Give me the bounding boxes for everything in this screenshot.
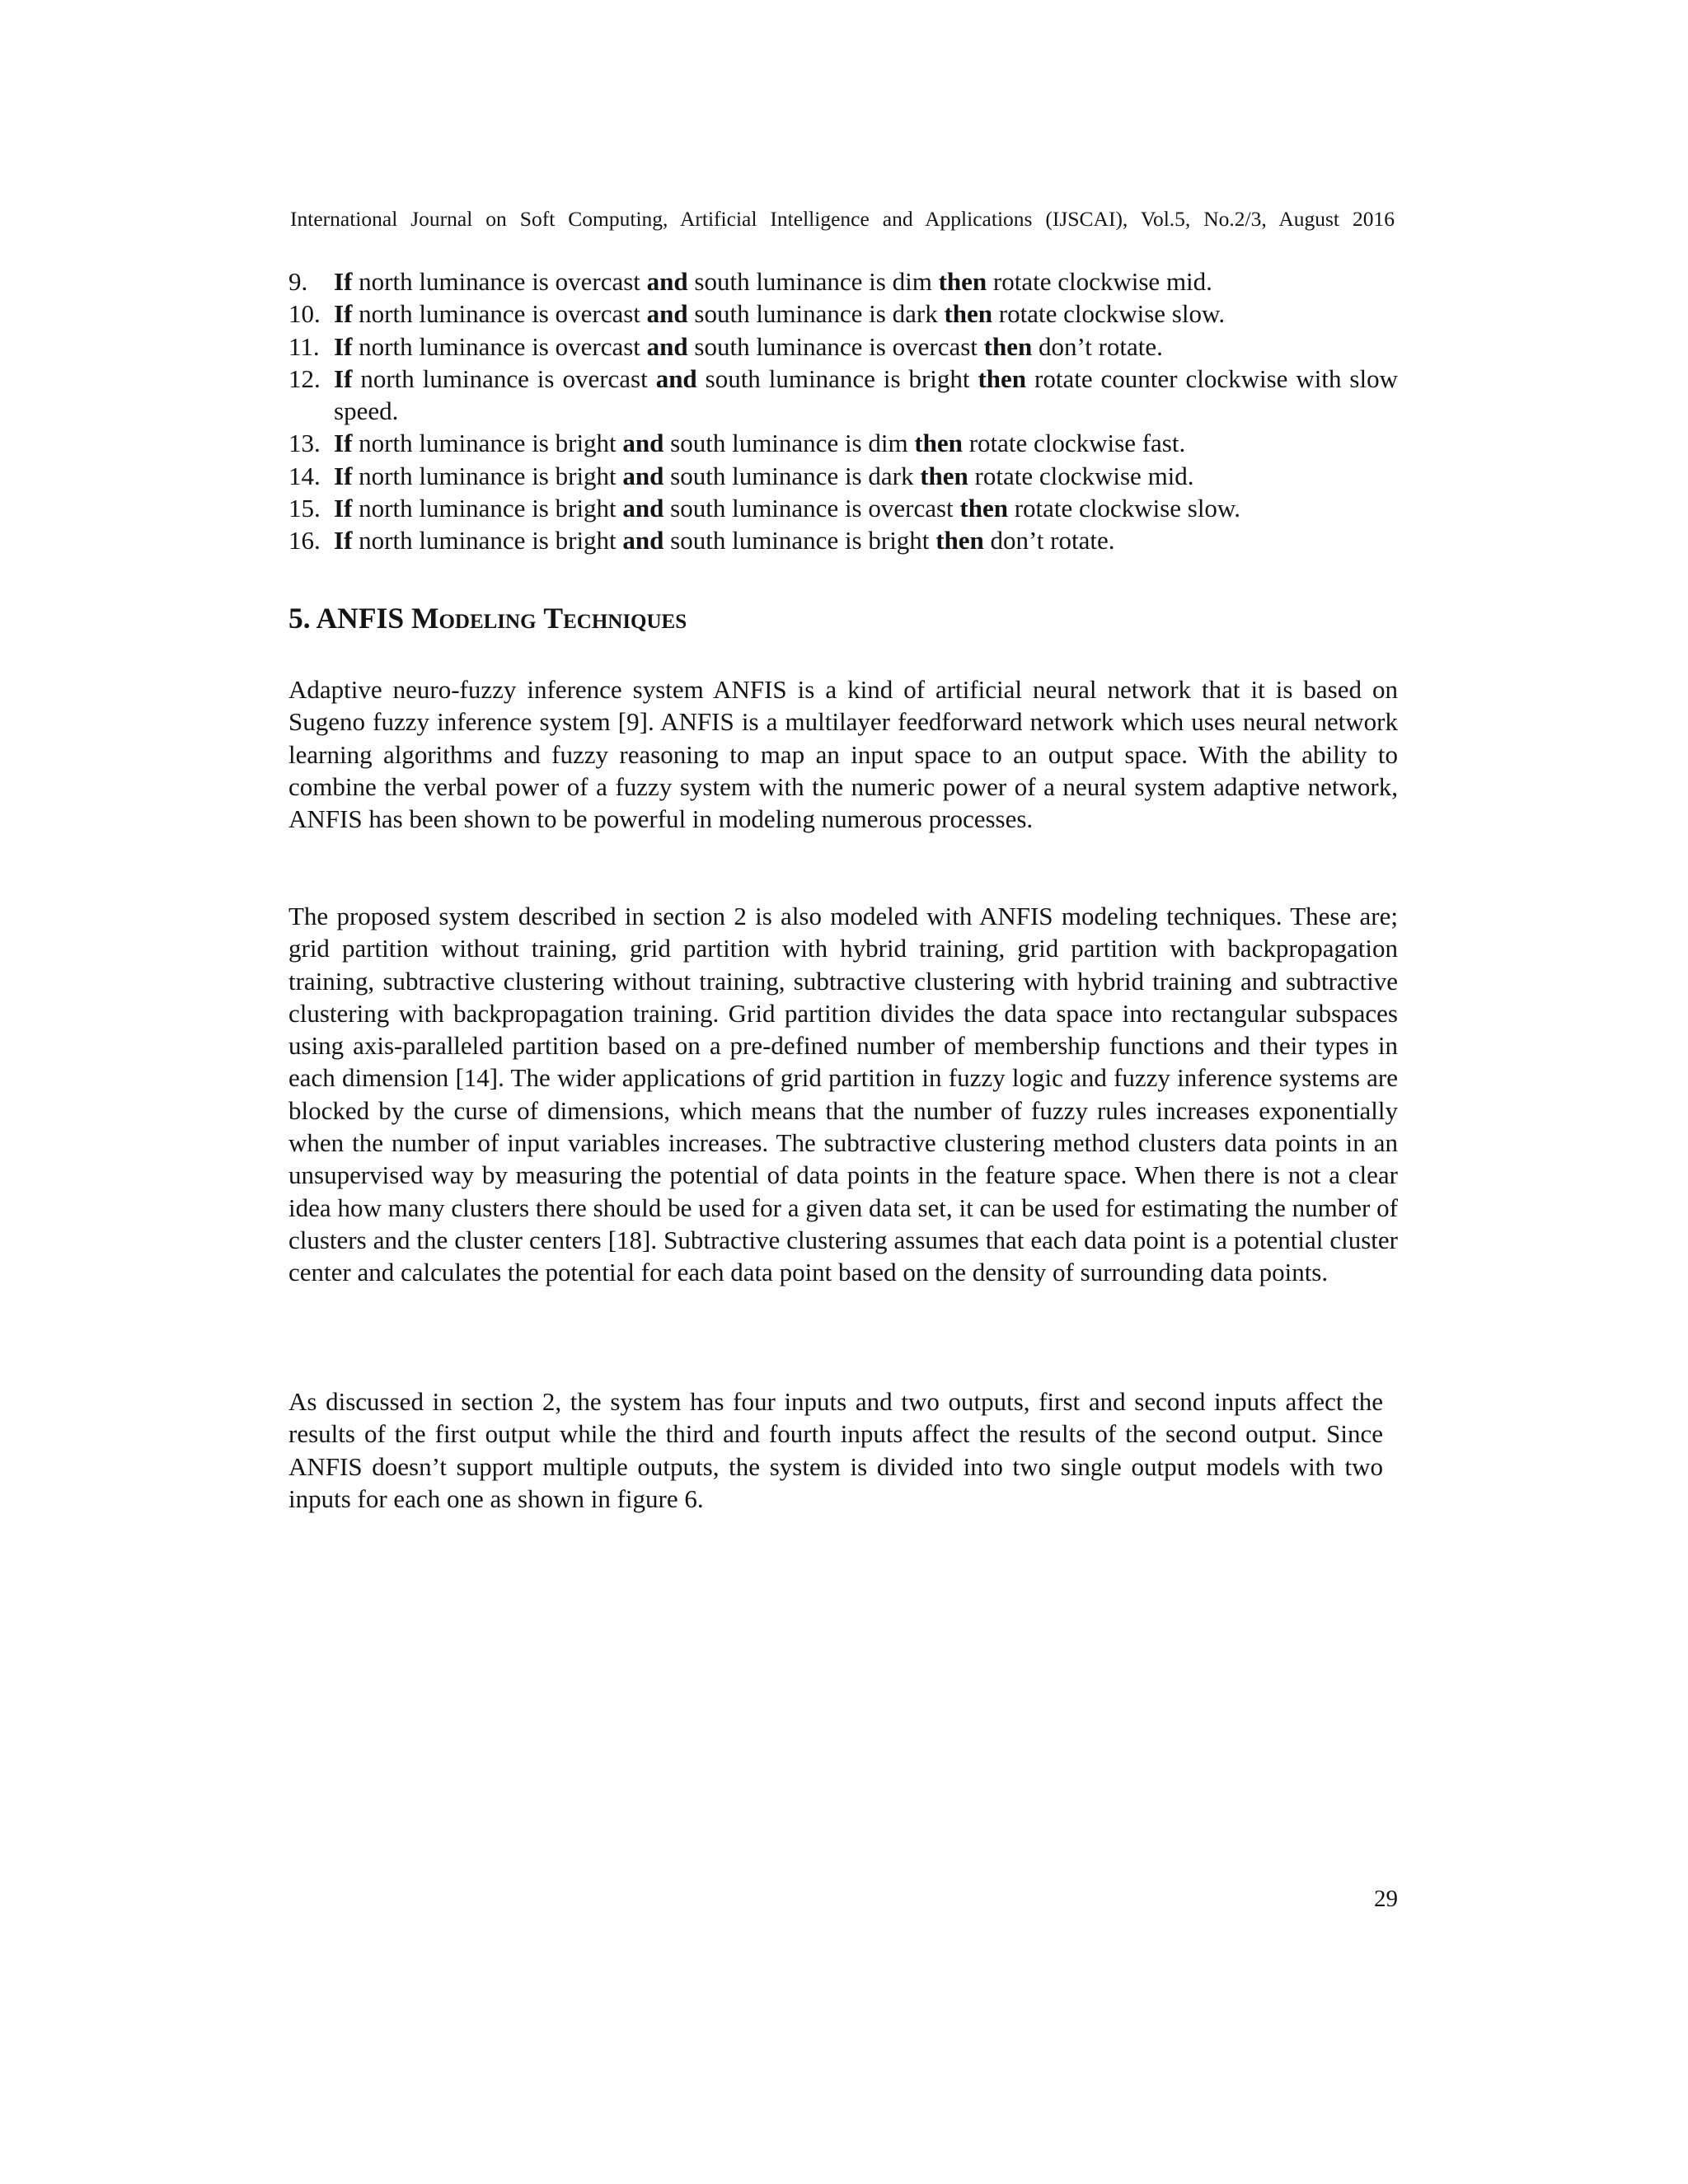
keyword-then: then — [978, 363, 1027, 393]
keyword-and: and — [655, 363, 697, 393]
keyword-then: then — [983, 331, 1033, 361]
rule-action: rotate clockwise mid. — [987, 267, 1212, 296]
list-item — [288, 330, 1398, 363]
section-heading — [288, 600, 687, 636]
keyword-then: then — [959, 494, 1008, 523]
keyword-and: and — [622, 429, 664, 458]
fuzzy-rules-list — [288, 265, 1398, 557]
section-title-word: Techniques — [543, 602, 687, 635]
body-paragraph: The proposed system described in section 2 is also modeled with ANFIS modeling techniques. These are; grid partition without training, grid partition with hybrid training, grid partition with backpropagation training, subtractive clustering without training, subtractive clustering with hybrid training and subtractive clustering with backpropagation training. Grid partition divides the data space into rectangular subspaces using axis-paralleled partition based on a pre-defined number of membership functions and their types in each dimension [14]. The wider applications of grid partition in fuzzy logic and fuzzy inference systems are blocked by the curse of dimensions, which means that the number of fuzzy rules increases exponentially when the number of input variables increases. The subtractive clustering method clusters data points in an unsupervised way by measuring the potential of data points in the feature space. When there is not a clear idea how many clusters there should be used for a given data set, it can be used for estimating the number of clusters and the cluster centers [18]. Subtractive clustering assumes that each data point is a potential cluster center and calculates the potential for each data point based on the density of surrounding data points. — [288, 902, 1398, 1287]
list-item — [288, 427, 1398, 459]
keyword-and: and — [646, 267, 688, 296]
keyword-and: and — [646, 331, 688, 361]
rule-condition: south luminance is bright — [663, 526, 936, 555]
rule-condition: north luminance is overcast — [352, 267, 647, 296]
rule-action: rotate counter clockwise with slow speed. — [334, 363, 1398, 426]
rule-condition: north luminance is bright — [352, 429, 623, 458]
keyword-if: If — [334, 461, 353, 490]
rule-condition: south luminance is dark — [663, 461, 921, 490]
rule-condition: north luminance is bright — [352, 461, 623, 490]
keyword-if: If — [334, 429, 353, 458]
section-title-word: Modeling — [410, 602, 537, 635]
keyword-and: and — [646, 299, 688, 329]
list-item — [288, 460, 1398, 492]
list-item — [288, 492, 1398, 524]
rule-condition: north luminance is overcast — [352, 363, 656, 393]
rule-action: don’t rotate. — [983, 526, 1115, 555]
rule-condition: north luminance is bright — [352, 526, 623, 555]
rule-number: 13. — [288, 429, 321, 458]
rule-condition: south luminance is dark — [687, 299, 945, 329]
keyword-if: If — [334, 526, 353, 555]
keyword-if: If — [334, 363, 353, 393]
keyword-and: and — [622, 526, 664, 555]
rule-condition: south luminance is bright — [696, 363, 978, 393]
rule-action: rotate clockwise slow. — [992, 299, 1226, 329]
rule-number: 14. — [288, 461, 321, 490]
rule-condition: south luminance is dim — [687, 267, 939, 296]
rule-number: 10. — [288, 299, 321, 329]
keyword-if: If — [334, 331, 353, 361]
rule-condition: north luminance is bright — [352, 494, 623, 523]
rule-condition: north luminance is overcast — [352, 299, 647, 329]
rule-condition: north luminance is overcast — [352, 331, 647, 361]
rule-action: rotate clockwise slow. — [1007, 494, 1241, 523]
keyword-if: If — [334, 267, 353, 296]
keyword-then: then — [935, 526, 984, 555]
list-item — [288, 524, 1398, 556]
body-paragraph: Adaptive neuro-fuzzy inference system ANFIS is a kind of artificial neural network that it is based on Sugeno fuzzy inference system [9]. ANFIS is a multilayer feedforward network which uses neural network learning algorithms and fuzzy reasoning to map an input space to an output space. With the ability to combine the verbal power of a fuzzy system with the numeric power of a neural system adaptive network, ANFIS has been shown to be powerful in modeling numerous processes. — [288, 675, 1398, 834]
keyword-and: and — [622, 461, 664, 490]
list-item — [288, 265, 1398, 298]
page-number: 29 — [1374, 1886, 1398, 1912]
keyword-and: and — [622, 494, 664, 523]
rule-number: 15. — [288, 494, 321, 523]
keyword-then: then — [944, 299, 993, 329]
keyword-then: then — [914, 429, 963, 458]
keyword-then: then — [938, 267, 987, 296]
rule-condition: south luminance is overcast — [687, 331, 984, 361]
rule-number: 11. — [288, 331, 320, 361]
list-item — [288, 363, 1398, 428]
keyword-if: If — [334, 494, 353, 523]
rule-action: don’t rotate. — [1032, 331, 1163, 361]
keyword-then: then — [920, 461, 968, 490]
rule-number: 16. — [288, 526, 321, 555]
rule-condition: south luminance is dim — [663, 429, 915, 458]
section-number: 5. — [288, 602, 311, 635]
rule-action: rotate clockwise fast. — [962, 429, 1186, 458]
rule-condition: south luminance is overcast — [663, 494, 960, 523]
section-title-word: ANFIS — [316, 602, 405, 635]
running-header: International Journal on Soft Computing, Artificial Intelligence and Applications (IJSCAI), Vol.5, No.2/3, August 2016 — [290, 207, 1395, 231]
rule-number: 12. — [288, 363, 321, 393]
body-paragraph: As discussed in section 2, the system has four inputs and two outputs, first and second inputs affect the results of the first output while the third and fourth inputs affect the results of the second output. Since ANFIS doesn’t support multiple outputs, the system is divided into two single output models with two inputs for each one as shown in figure 6. — [288, 1387, 1383, 1513]
rule-action: rotate clockwise mid. — [968, 461, 1194, 490]
rule-number: 9. — [288, 267, 308, 296]
keyword-if: If — [334, 299, 353, 329]
list-item — [288, 298, 1398, 330]
